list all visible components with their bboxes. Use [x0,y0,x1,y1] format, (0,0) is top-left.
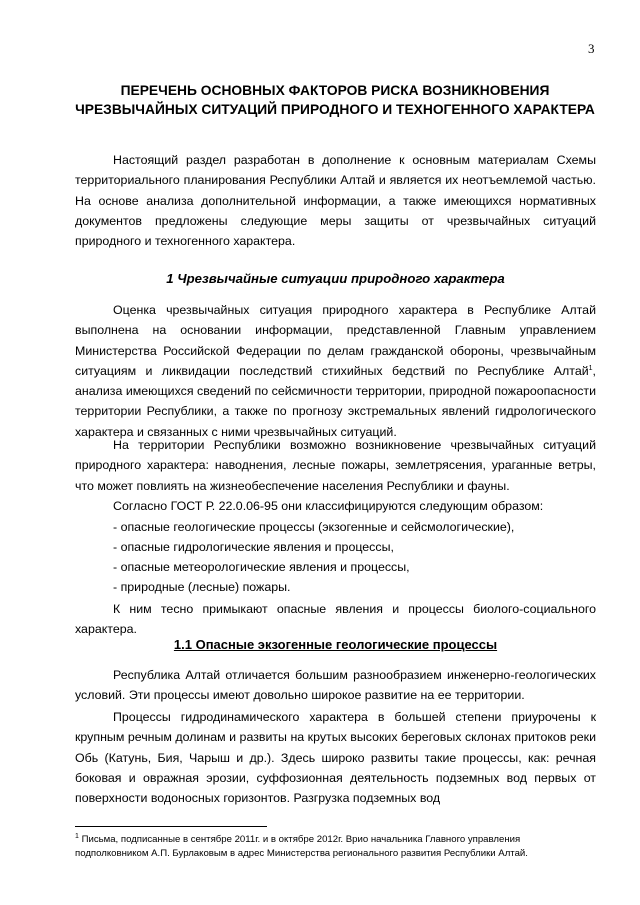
list-item: - природные (лесные) пожары. [113,580,291,594]
page-number: 3 [588,41,595,56]
footnote-reference: 1 [588,364,593,372]
intro-paragraph: Настоящий раздел разработан в дополнение к основным материалам Схемы территориального планирования Республики Алтай и является их неотъемлемой частью. На основе анализа дополнительной информации, а также имеющихся нормативных документов предложены следующие меры защиты от чрезвычайных ситуаций природного и техногенного характера. [75,153,596,249]
paragraph-text: Оценка чрезвычайных ситуация природного характера в Республике Алтай выполнена на основании информации, представленной Главным управлением Министерства Российской Федерации по делам гражданской обороны, чрезвычайным ситуациям и ликвидации последствий стихийных бедствий по Республике Алтай [75,303,596,378]
paragraph-text: , анализа имеющихся сведений по сейсмичности территории, природной пожароопасности территории Республики, а также по прогнозу экстремальных явлений гидрологического характера и связанных с ними чрезвычайных ситуаций. [75,363,596,439]
section-1-paragraph-1 [75,300,596,442]
footnote-marker: 1 [75,832,79,840]
footnote-text: Письма, подписанные в сентябре 2011г. и в октябре 2012г. Врио начальника Главного управления подполковником А.П. Бурлаковым в адрес Министерства регионального развития Республики Алтай. [75,834,528,859]
list-item: - опасные гидрологические явления и процессы, [113,540,394,554]
list-item: - опасные метеорологические явления и процессы, [113,560,410,574]
section-1-1-paragraph-1: Республика Алтай отличается большим разнообразием инженерно-геологических условий. Эти процессы имеют довольно широкое развитие на ее территории. [75,668,596,703]
document-title: ПЕРЕЧЕНЬ ОСНОВНЫХ ФАКТОРОВ РИСКА ВОЗНИКНОВЕНИЯ ЧРЕЗВЫЧАЙНЫХ СИТУАЦИЙ ПРИРОДНОГО И ТЕХНОГЕННОГО ХАРАКТЕРА [75,83,595,117]
section-1-paragraph-2: На территории Республики возможно возникновение чрезвычайных ситуаций природного характера: наводнения, лесные пожары, землетрясения, ураганные ветры, что может повлиять на жизнеобеспечение населения Республики и фауны. [75,438,596,493]
list-item: - опасные геологические процессы (экзогенные и сейсмологические), [113,520,515,534]
section-1-heading: 1 Чрезвычайные ситуации природного характера [166,271,505,286]
section-1-1-heading: 1.1 Опасные экзогенные геологические процессы [173,637,498,652]
section-1-1-paragraph-2: Процессы гидродинамического характера в большей степени приурочены к крупным речным долинам и развиты на крутых высоких береговых склонах притоков реки Обь (Катунь, Бия, Чарыш и др.). Здесь широко развиты такие процессы, как: речная боковая и овражная эрозии, суффозионная деятельность подземных вод первых от поверхности водоносных горизонтов. Разгрузка подземных вод [75,710,596,806]
section-1-paragraph-3: К ним тесно примыкают опасные явления и процессы биолого-социального характера. [75,602,596,637]
footnote [75,833,596,860]
footnote-separator [75,826,267,827]
gost-classification-line: Согласно ГОСТ Р. 22.0.06-95 они классифицируются следующим образом: [113,499,544,513]
